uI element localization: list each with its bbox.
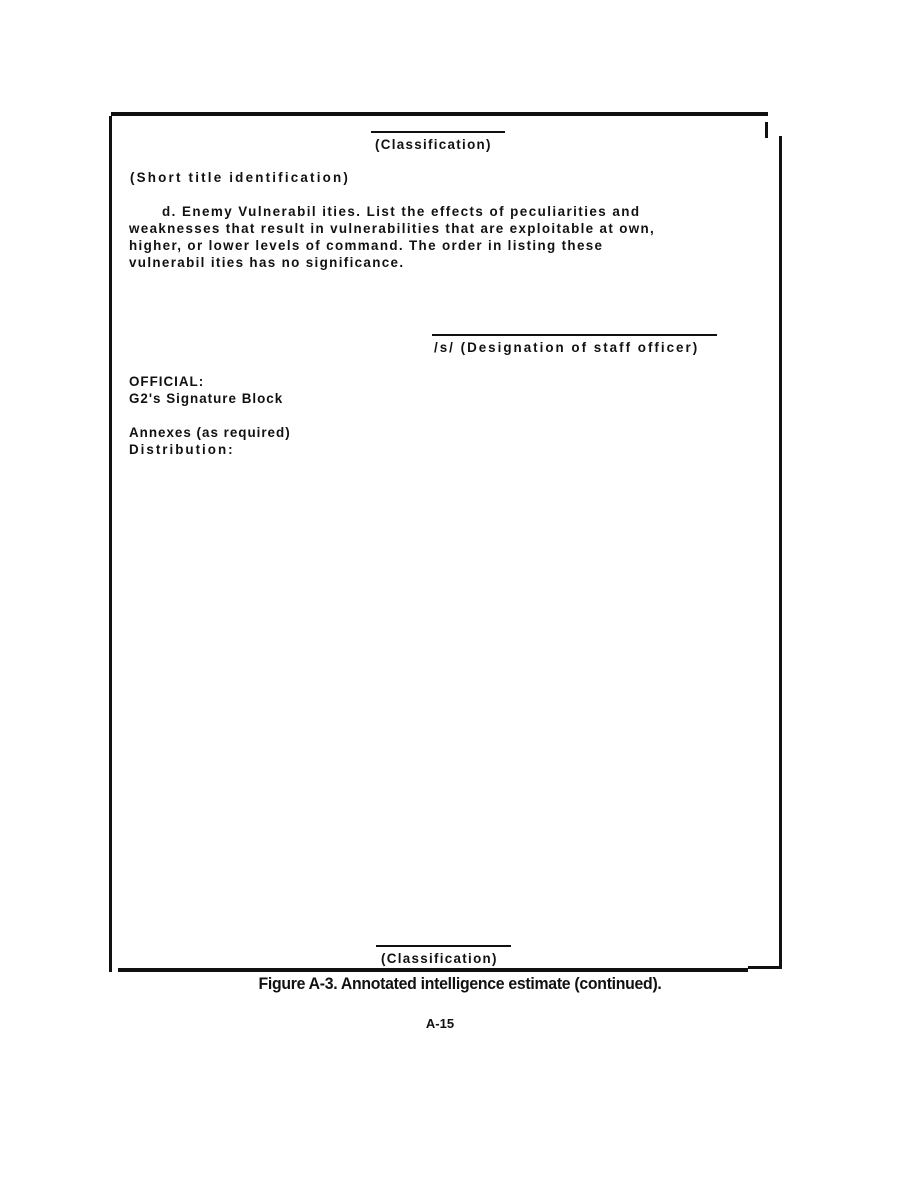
signature-rule xyxy=(432,334,717,336)
page-number: A-15 xyxy=(425,1016,455,1031)
frame-right-border xyxy=(779,136,782,969)
classification-rule-bottom xyxy=(376,945,511,947)
paragraph-line-2: weaknesses that result in vulnerabilities that are exploitable at own, xyxy=(129,221,656,236)
figure-caption: Figure A-3. Annotated intelligence estimate (continued). xyxy=(258,974,662,993)
frame-bottom-border-right xyxy=(748,966,782,969)
official-label: OFFICIAL: xyxy=(129,374,205,389)
paragraph-line-1: d. Enemy Vulnerabil ities. List the effects of peculiarities and xyxy=(162,204,641,219)
paragraph-line-4: vulnerabil ities has no significance. xyxy=(129,255,405,270)
annexes-line: Annexes (as required) xyxy=(129,425,291,440)
classification-rule-top xyxy=(371,131,505,133)
staff-officer-designation: /s/ (Designation of staff officer) xyxy=(434,340,700,355)
paragraph-line-3: higher, or lower levels of command. The order in listing these xyxy=(129,238,604,253)
classification-top: (Classification) xyxy=(375,137,492,152)
short-title-identification: (Short title identification) xyxy=(130,170,351,185)
classification-bottom: (Classification) xyxy=(381,951,498,966)
frame-right-border-upper xyxy=(765,122,768,138)
g2-signature-block: G2's Signature Block xyxy=(129,391,284,406)
frame-top-border xyxy=(111,112,768,116)
distribution-line: Distribution: xyxy=(129,442,235,457)
frame-left-border xyxy=(109,116,112,972)
frame-bottom-border xyxy=(118,968,748,972)
